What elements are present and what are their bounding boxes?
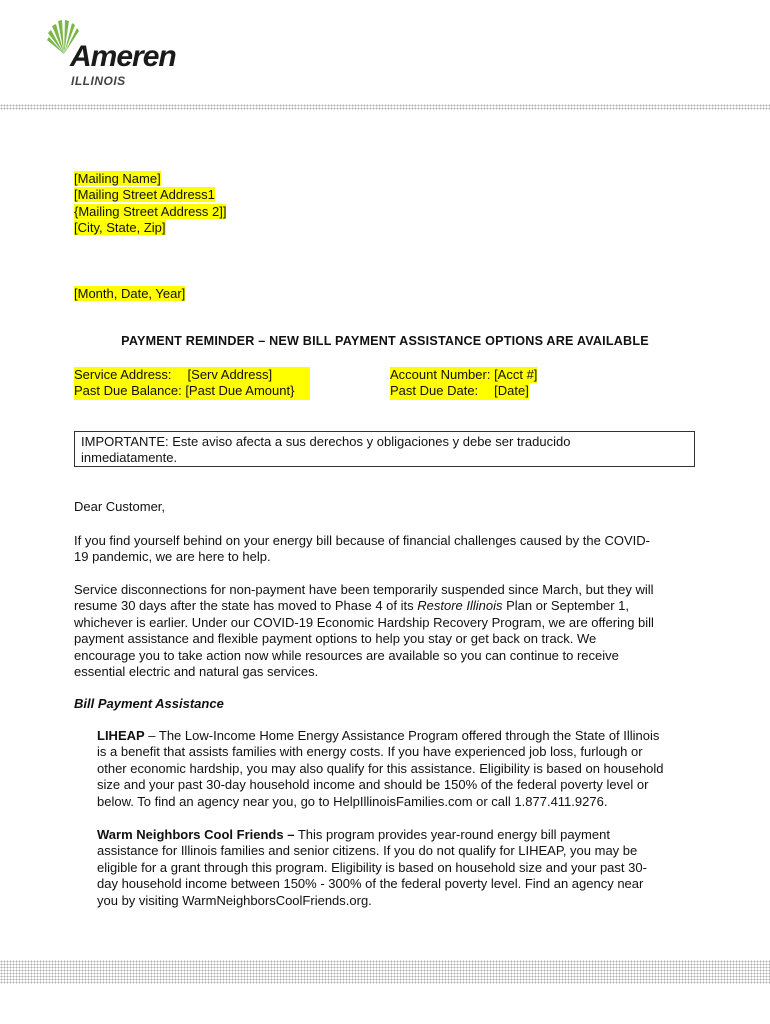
warm-neighbors-paragraph <box>97 827 703 909</box>
past-due-date-value: [Date] <box>494 383 529 399</box>
para-line: size and your past 30-day household income and should be 150% of the federal poverty level or <box>97 777 649 793</box>
past-due-date-label: Past Due Date: <box>390 383 479 399</box>
logo-brand: Ameren <box>70 40 176 73</box>
para-line: other economic hardship, you may also qualify for this assistance. Eligibility is based on household <box>97 760 664 776</box>
restore-illinois-text: Restore Illinois <box>417 598 503 614</box>
para-text: This program provides year-round energy bill payment <box>294 827 610 842</box>
para-line <box>97 728 703 744</box>
logo-sub: ILLINOIS <box>71 74 126 88</box>
warm-neighbors-name: Warm Neighbors Cool Friends – <box>97 827 295 842</box>
address-line-2: [Mailing Street Address1 <box>74 187 215 203</box>
para-line: payment assistance and flexible payment options to help you stay or get back on track. We <box>74 631 597 647</box>
notice-line-1: IMPORTANTE: Este aviso afecta a sus derechos y obligaciones y debe ser traducido <box>81 434 571 449</box>
liheap-name: LIHEAP <box>97 728 145 743</box>
disconnection-paragraph <box>74 582 694 680</box>
notice-line-2: inmediatamente. <box>81 450 178 466</box>
para-text: resume 30 days after the state has moved to Phase 4 of its <box>74 598 418 614</box>
service-address-value: [Serv Address] <box>187 367 273 382</box>
para-line: below. To find an agency near you, go to HelpIllinoisFamilies.com or call 1.877.411.9276. <box>97 793 608 809</box>
letter-title: PAYMENT REMINDER – NEW BILL PAYMENT ASSISTANCE OPTIONS ARE AVAILABLE <box>121 334 649 348</box>
bottom-divider <box>0 960 770 984</box>
past-due-balance-value: [Past Due Amount} <box>185 383 295 399</box>
translation-notice <box>74 431 695 467</box>
mailing-address <box>74 171 226 237</box>
para-line: assistance for Illinois families and senior citizens. If you do not qualify for LIHEAP, you may be <box>97 843 638 859</box>
para-text: Plan or September 1, <box>502 598 629 614</box>
intro-paragraph <box>74 533 694 566</box>
service-address-label: Service Address: <box>74 367 172 382</box>
para-line: eligible for a grant through this program. Eligibility is based on household size and your past 30- <box>97 859 647 875</box>
para-line: If you find yourself behind on your energy bill because of financial challenges caused by the COVID- <box>74 533 650 548</box>
greeting: Dear Customer, <box>74 499 166 514</box>
para-line <box>74 598 694 614</box>
top-divider <box>0 104 770 110</box>
para-line: day household income between 150% - 300% of the federal poverty level. Find an agency near <box>97 876 644 892</box>
para-line: 19 pandemic, we are here to help. <box>74 549 271 565</box>
ameren-logo <box>44 18 184 88</box>
address-line-3: {Mailing Street Address 2]] <box>74 203 227 219</box>
letter-date-block <box>74 286 185 302</box>
address-line-1: [Mailing Name] <box>74 171 161 186</box>
past-due-balance-label: Past Due Balance: <box>74 383 182 399</box>
account-number-value: [Acct #] <box>494 367 538 382</box>
section-heading: Bill Payment Assistance <box>74 696 224 711</box>
para-line <box>97 827 703 843</box>
para-line: encourage you to take action now while resources are available so you can continue to receive <box>74 647 619 663</box>
para-line: you by visiting WarmNeighborsCoolFriends.org. <box>97 892 372 908</box>
address-line-4: [City, State, Zip] <box>74 220 166 236</box>
para-line: Service disconnections for non-payment have been temporarily suspended since March, but they will <box>74 582 654 597</box>
account-info-left <box>74 367 310 400</box>
para-line: essential electric and natural gas services. <box>74 664 319 680</box>
liheap-paragraph <box>97 728 703 810</box>
para-text: – The Low-Income Home Energy Assistance Program offered through the State of Illinois <box>144 728 660 743</box>
para-line: whichever is earlier. Under our COVID-19 Economic Hardship Recovery Program, we are offering bill <box>74 614 654 630</box>
account-number-label: Account Number: <box>390 367 491 382</box>
letter-date: [Month, Date, Year] <box>74 286 186 301</box>
para-line: is a benefit that assists families with energy costs. If you have experienced job loss, furlough or <box>97 744 643 760</box>
account-info-right <box>390 367 537 400</box>
